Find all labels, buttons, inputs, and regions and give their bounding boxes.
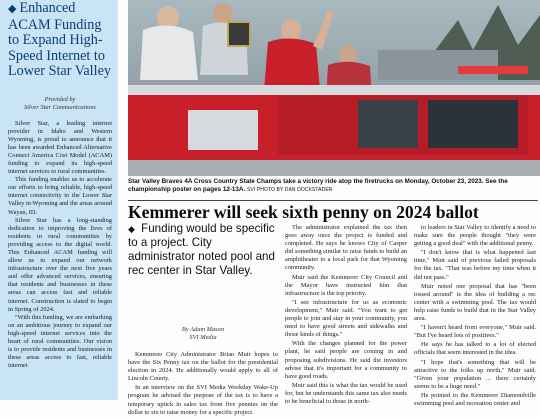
caption-text: Star Valley Braves 4A Cross Country State Champs take a victory ride atop the firetrucks on Monday, October 23, 2023. See the championship poster on pages 12-13A.: [128, 178, 508, 193]
trophy-plaque: [228, 22, 250, 46]
sidebar-headline-text: Enhanced ACAM Funding to Expand High-Speed Internet to Lower Star Valley: [8, 0, 111, 79]
sidebar-headline: [8, 1, 112, 80]
sidebar-body: [8, 120, 112, 371]
sidebar-paragraph: Silver Star, a leading internet provider in Idaho and Western Wyoming, is proud to announce that it has been awarded Enhanced Alternative Connect America Cost Model (ACAM) funding to expand its high-speed internet services to rural communities.: [8, 119, 112, 176]
sidebar-paragraph: "With this funding, we are embarking on an ambitious journey to expand our high-speed internet services into the heart of rural communities. Our vision is to provide residents and businesses in these areas access to fast, reliable internet: [8, 313, 112, 370]
story-byline: [128, 326, 278, 342]
sidebar-paragraph: Silver Star has a long-standing dedication to improving the lives of residents in rural communities by providing access to the digital world. This Enhanced ACAM funding will allow us to expand our network infrastructure over the next five years and offer advanced services, ensuring that residents and businesses in these areas can access fast and reliable internet. Construction is slated to begin in Spring of 2024.: [8, 216, 112, 313]
photo-credit: SVI PHOTO BY DAN DOCKSTADER: [246, 187, 333, 193]
story-byline-author: By Adam Mason: [181, 326, 225, 333]
photo-illustration: [128, 0, 540, 176]
photo-caption: [128, 178, 536, 194]
story-paragraph: Kemmerer City Administrator Brian Muir hopes to have the Six Penny tax on the ballot for the presidential election in 2024. He additionally would apply to all of Lincoln County.: [128, 351, 278, 383]
story-paragraph: to leaders in Star Valley to identify a need to make sure the people thought "they were getting a good deal" with the additional penny.: [414, 224, 536, 248]
story-paragraph: Muir noted one proposal that has "been tossed around" is the idea of building a rec center with a swimming pool. The tax would help raise funds to build that in the Star Valley area.: [414, 282, 536, 323]
story-byline-outlet: SVI Media: [189, 334, 217, 341]
firetruck-window: [358, 100, 418, 148]
firetruck-window: [428, 100, 518, 148]
story-paragraph: With the changes planned for the power plant, he said people are coming in and proposing subdivisions. He said the investors advise that it's important for a community to have good roads.: [285, 340, 407, 380]
story-paragraph: "I see infrastructure for us as economic development," Muir said. "You want to get people to join and stay in your community, you need to have good streets and sidewalks and those kinds of things.": [285, 298, 407, 339]
story-paragraph: He says he has talked to a lot of elected officials that seem interested in the idea.: [414, 341, 536, 357]
story-paragraph: He pointed to the Kemmerer Diamondville swimming pool and recreation center and: [414, 391, 536, 407]
firetruck-panel: [188, 110, 258, 150]
sidebar-story: [0, 0, 118, 400]
story-paragraph: "I hope that's something that will be attractive to the folks up north," Muir said. "Given your population ... there certainly seems to be a huge need.": [414, 358, 536, 390]
main-headline: Kemmerer will seek sixth penny on 2024 ballot: [128, 202, 479, 222]
light-bar: [458, 66, 528, 74]
story-paragraph: In an interview on the SVI Media Weekday Wake-Up program he advised the purpose of the tax is to have a temporary uptick in sales tax from five pennies on the dollar to six to raise money for a specific project.: [128, 384, 278, 416]
firetruck-photo: [128, 0, 540, 176]
firetruck-chrome-rail: [128, 85, 540, 95]
person-body: [140, 25, 198, 80]
story-paragraph: "I haven't heard from everyone," Muir said. "But I've heard lots of positives.": [414, 324, 536, 340]
story-column-3: [414, 224, 536, 408]
diamond-bullet-icon: ◆: [128, 224, 135, 234]
sidebar-byline: [8, 96, 112, 112]
person-head: [281, 19, 301, 41]
story-deck-text: Funding would be specific to a project. City administrator noted pool and rec center in Star Valley.: [128, 222, 275, 277]
sidebar-byline-source: Silver Star Communications: [23, 103, 97, 111]
story-column-1: [128, 351, 278, 417]
story-deck: [128, 222, 278, 278]
story-column-2: [285, 224, 407, 406]
sidebar-paragraph: This funding enables us to accelerate our efforts to bring reliable, high-speed internet connectivity to the Lower Star Valley in Wyoming and the areas around Wayan, ID.: [8, 176, 112, 216]
story-paragraph: The administrator explained the tax then goes away once the project is funded and completed. He says he knows City of Casper did something similar to raise funds to build an amphitheater to a local park for that Wyoming community.: [285, 224, 407, 272]
firetruck-bumper: [128, 160, 540, 176]
story-paragraph: "I don't know that is what happened last time," Muir said of previous failed proposals for the tax. "That was before my time when it did not pass.": [414, 249, 536, 281]
section-divider: [128, 200, 538, 201]
person-body-red-jacket: [264, 38, 320, 90]
story-paragraph: Muir said the Kemmerer City Council and the Mayor have instructed him that infrastructure is the top priority.: [285, 273, 407, 297]
building-shape: [378, 50, 498, 80]
story-paragraph: Muir said this is what the tax would be used for, but he understands this same tax also needs to be beneficial to those in north-: [285, 381, 407, 405]
sidebar-byline-label: Provided by: [44, 95, 76, 103]
diamond-bullet-icon: ◆: [8, 3, 17, 15]
